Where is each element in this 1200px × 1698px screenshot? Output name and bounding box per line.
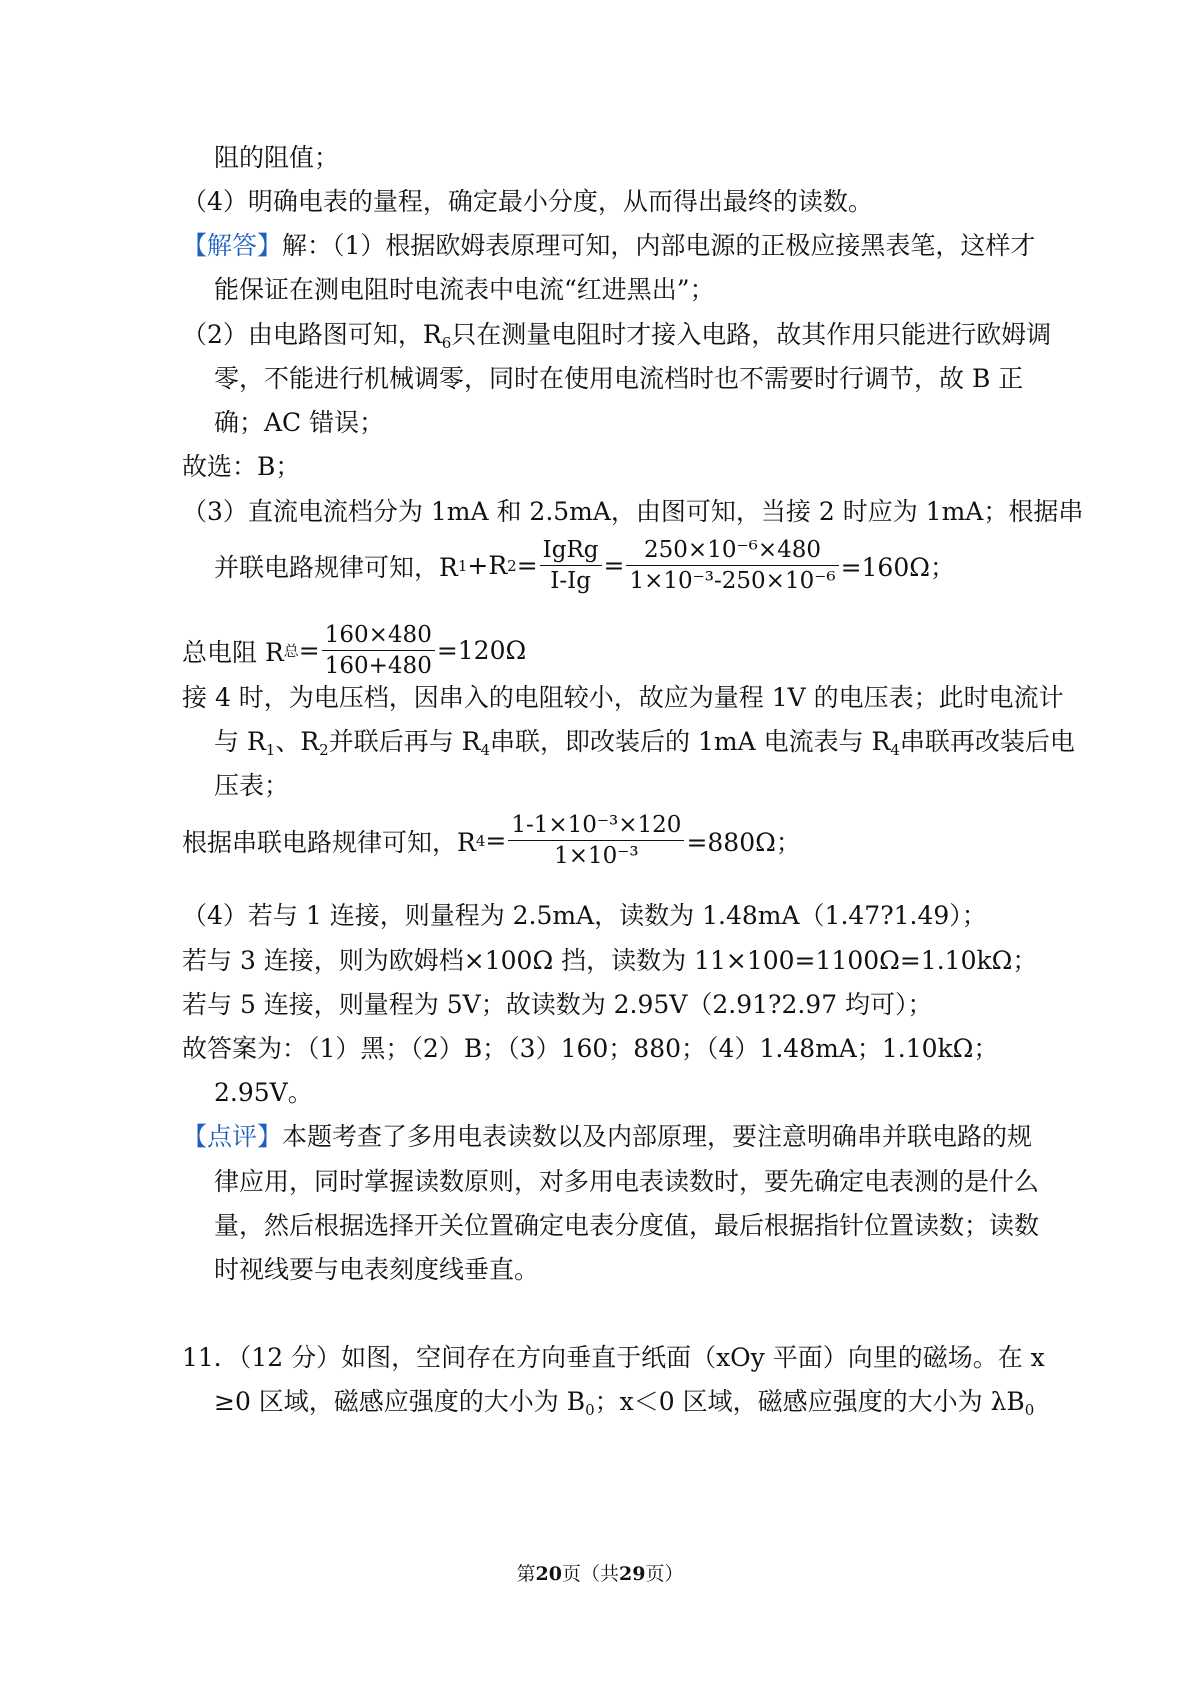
page-number: 20 [535,1563,562,1585]
text-line: 接 4 时，为电压档，因串入的电阻较小，故应为量程 1V 的电压表；此时电流计 [182,683,1064,712]
answer-tag: 【解答】 [182,231,283,260]
text-line: 若与 5 连接，则量程为 5V；故读数为 2.95V（2.91?2.97 均可）； [182,990,933,1019]
text-line: ≥0 区域，磁感应强度的大小为 $B_0$；x＜0 区域，磁感应强度的大小为 $\lambda B_0$ [214,1387,1035,1419]
text-line: （4）若与 1 连接，则量程为 2.5mA，读数为 1.48mA（1.47?1.49）； [182,901,987,930]
text-line: 2.95V。 [214,1078,313,1107]
fraction: $\frac{\text{1-1×10⁻³×120}}{\text{1×10⁻³}}$ [508,810,684,871]
total-pages: 29 [619,1563,646,1585]
text-line: 量，然后根据选择开关位置确定电表分度值，最后根据指针位置读数；读数 [214,1211,1040,1240]
text-line: 【点评】本题考查了多用电表读数以及内部原理，要注意明确串并联电路的规 [182,1122,1033,1151]
equation-r4: 根据串联电路规律可知，R 4 = $\frac{\text{1-1×10⁻³×120}}{\text{1×10⁻³}}$ =880Ω； [182,812,801,869]
text-line: 故答案为：（1）黑；（2）B；（3）160；880；（4）1.48mA；1.10kΩ； [182,1034,999,1063]
text-line: 【解答】解：（1）根据欧姆表原理可知，内部电源的正极应接黑表笔，这样才 [182,231,1036,260]
text-line: 阻的阻值； [214,143,340,172]
text-line: 零，不能进行机械调零，同时在使用电流档时也不需要时行调节，故 B 正 [214,364,1024,393]
text-line: 与 $R_1$、$R_2$并联后再与 $R_4$串联，即改装后的 1mA 电流表与 $R_4$串联再改装后电 [214,727,1075,759]
text-line: （4）明确电表的量程，确定最小分度，从而得出最终的读数。 [182,187,873,216]
fraction: $\frac{\text{IgRg}}{I-Ig}$ [540,535,602,596]
text-line: 若与 3 连接，则为欧姆档×100Ω 挡，读数为 11×100=1100Ω=1.10kΩ； [182,946,1038,975]
text-line: 时视线要与电表刻度线垂直。 [214,1255,540,1284]
text-line: （3）直流电流档分为 1mA 和 2.5mA，由图可知，当接 2 时应为 1mA；根据串 [182,497,1084,526]
fraction: $\frac{160\times 480}{160+480}$ [322,620,435,681]
comment-tag: 【点评】 [182,1122,283,1151]
equation-total-resistance: 总电阻 R 总 = $\frac{160\times 480}{160+480}$ =120Ω [182,622,527,679]
text-line: 律应用，同时掌握读数原则，对多用电表读数时，要先确定电表测的是什么 [214,1167,1040,1196]
question-11: 11．（12 分）如图，空间存在方向垂直于纸面（xOy 平面）向里的磁场。在 x [182,1343,1045,1372]
equation-r1-r2: 并联电路规律可知，R 1 +R 2 = $\frac{\text{IgRg}}{I-Ig}$ = $\frac{\text{250×10⁻⁶×480}}{\text{1×10⁻³-250×10⁻⁶}}$ =160Ω； [214,537,955,594]
page-footer: 第20页（共29页） [516,1563,684,1585]
text-line: 压表； [214,771,290,800]
text-line: （2）由电路图可知，$R_6$只在测量电阻时才接入电路，故其作用只能进行欧姆调 [182,320,1052,352]
fraction: $\frac{\text{250×10⁻⁶×480}}{\text{1×10⁻³-250×10⁻⁶}}$ [626,535,838,596]
text-line: 故选：B； [182,452,301,481]
text-line: 确；AC 错误； [214,408,385,437]
text-line: 能保证在测电阻时电流表中电流“红进黑出”； [214,275,715,304]
